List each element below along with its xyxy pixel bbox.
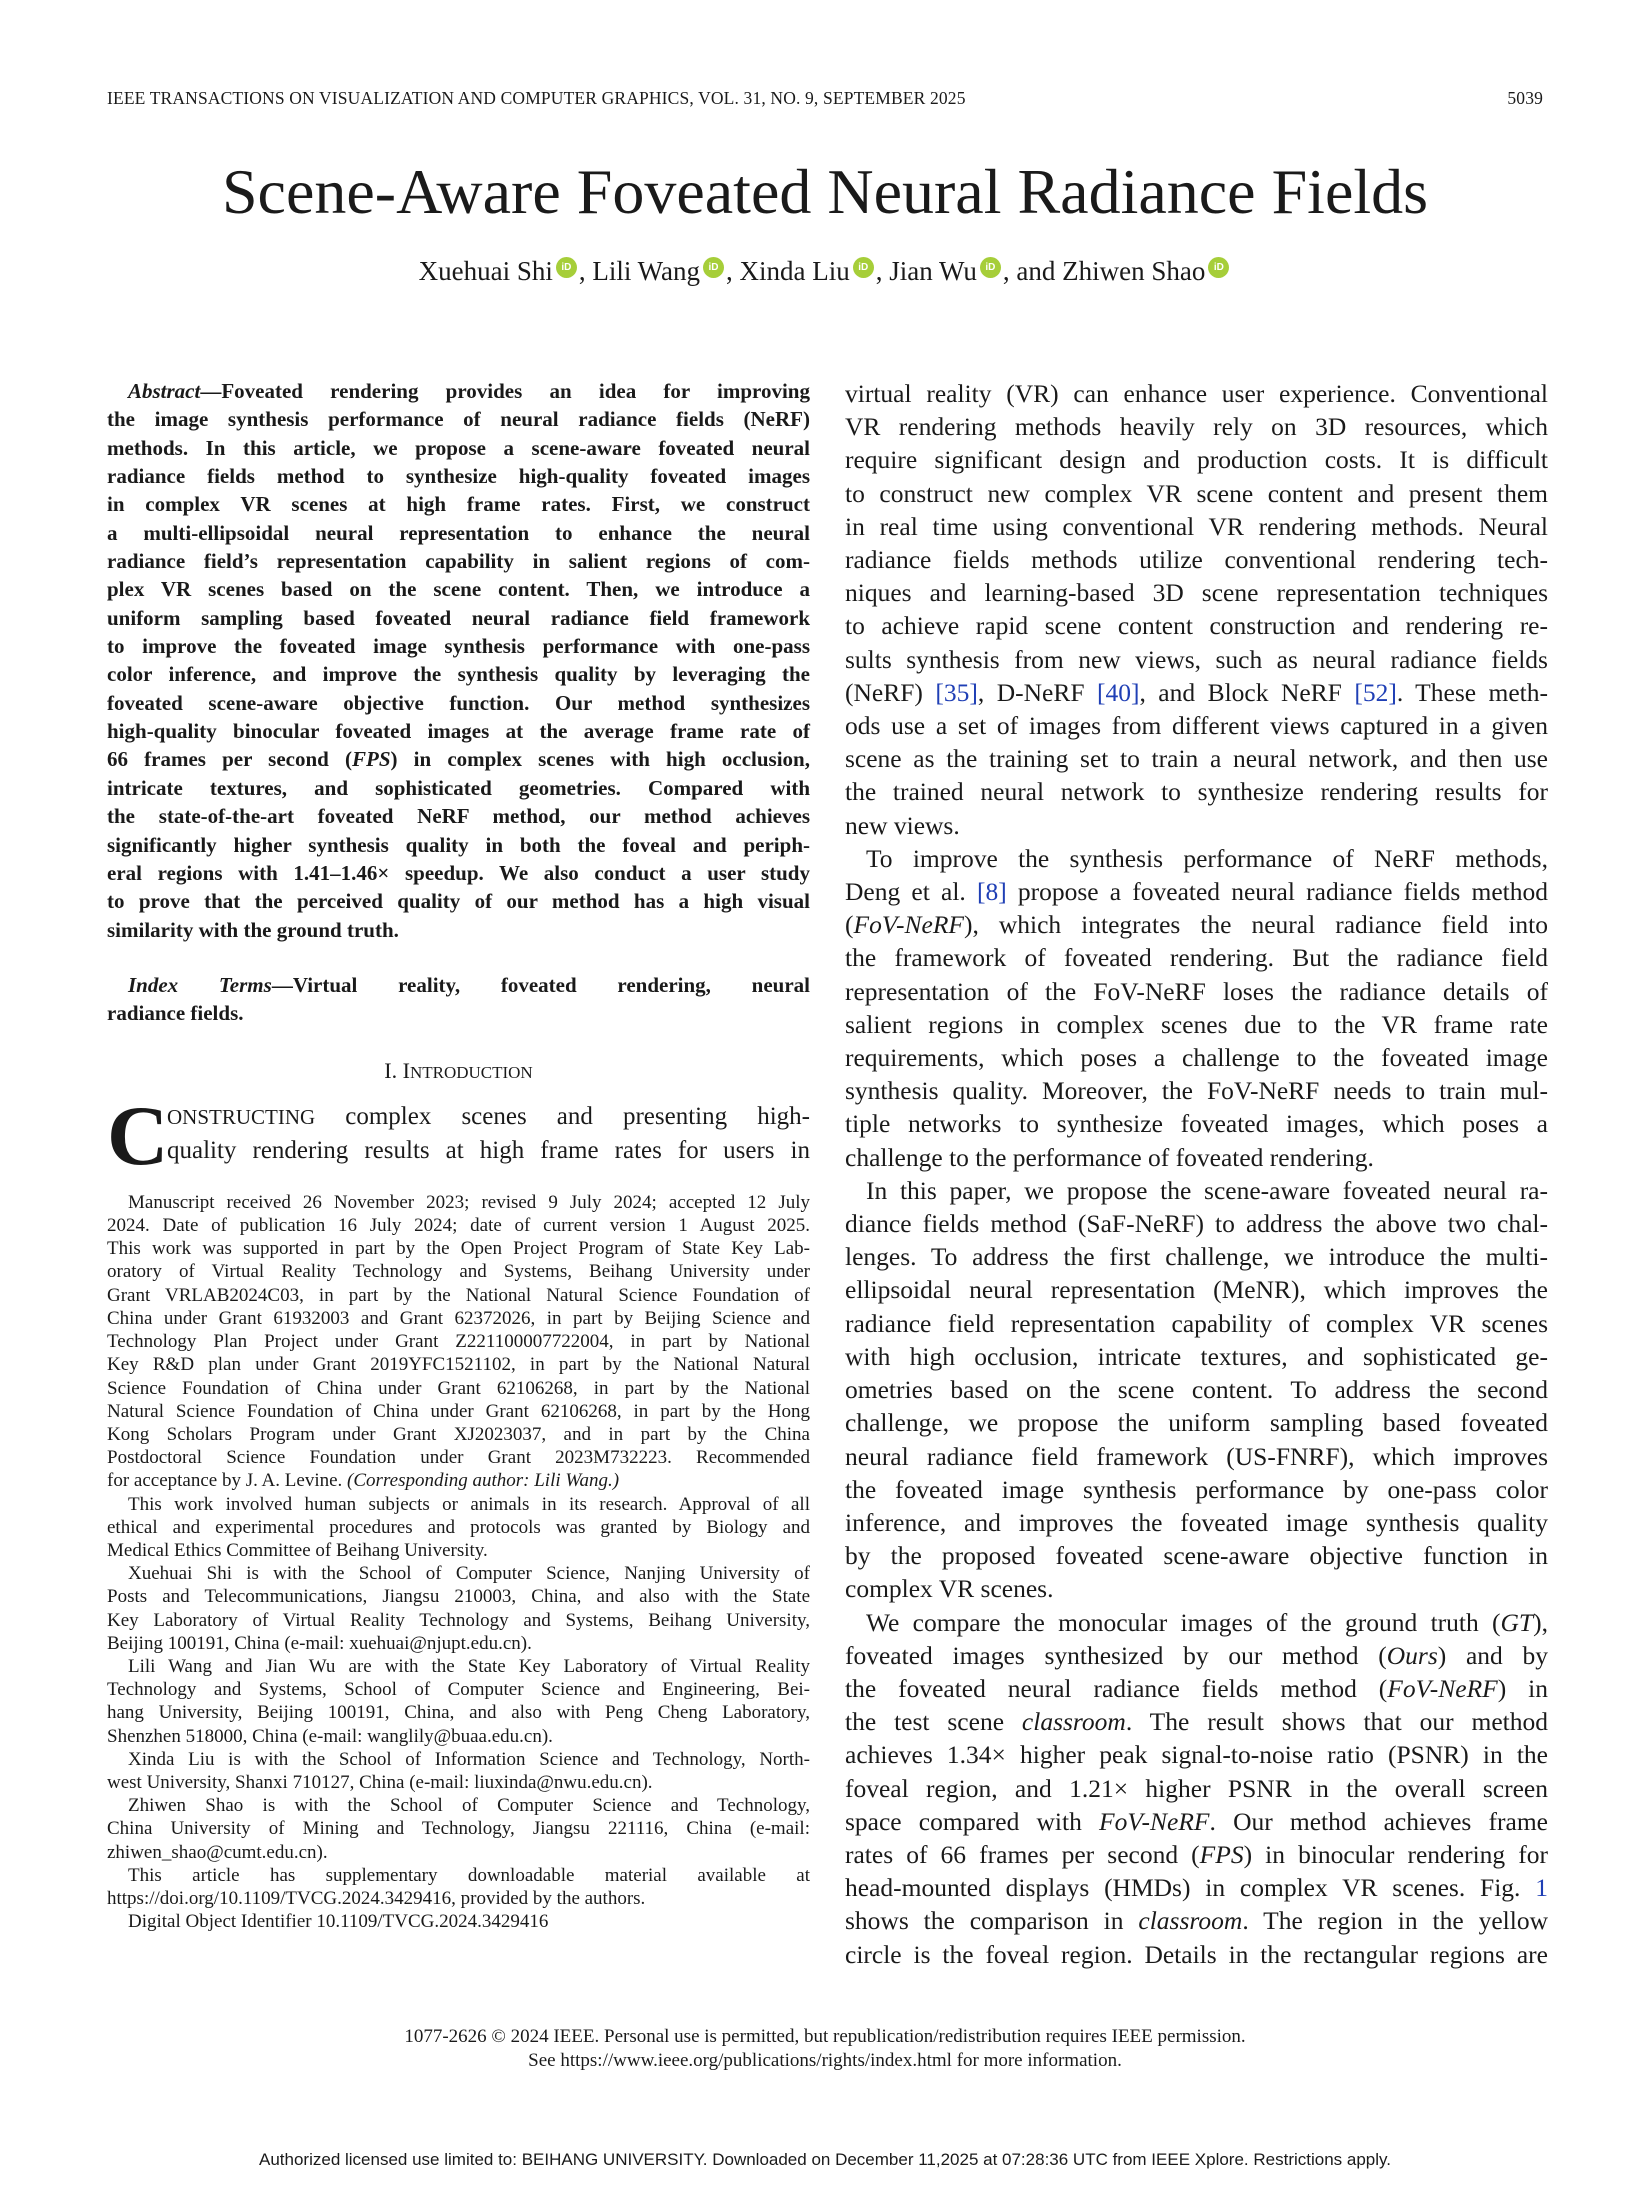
body-line: virtual reality (VR) can enhance user experience. Conventional [845, 379, 1548, 408]
body-line: synthesis quality. Moreover, the FoV-NeRF needs to train mul- [845, 1076, 1548, 1106]
footnote-line: Xinda Liu is with the School of Information Science and Technology, North- [128, 1748, 810, 1770]
body-line: requirements, which poses a challenge to the foveated image [845, 1043, 1548, 1073]
copyright-line-1: 1077-2626 © 2024 IEEE. Personal use is permitted, but republication/redistribution requires IEEE permission. [404, 2026, 1246, 2047]
body-line: to construct new complex VR scene content and present them [845, 478, 1548, 508]
footnote-line: 2024. Date of publication 16 July 2024; date of current version 1 August 2025. [107, 1215, 810, 1237]
footnote-line: Manuscript received 26 November 2023; revised 9 July 2024; accepted 12 July [128, 1191, 810, 1213]
author-name: Lili Wang [592, 256, 700, 286]
copyright-line-2: See https://www.ieee.org/publications/rights/index.html for more information. [528, 2050, 1122, 2071]
author-separator: , [725, 256, 740, 286]
body-text [845, 377, 1548, 1971]
body-line: shows the comparison in classroom. The region in the yellow [845, 1906, 1548, 1936]
footnote-line: China University of Mining and Technology, Jiangsu 221116, China (e-mail: [107, 1818, 810, 1840]
body-line: sults synthesis from new views, such as neural radiance fields [845, 644, 1548, 674]
abstract-line: to prove that the perceived quality of our method has a high visual [107, 889, 810, 914]
footnote-line: west University, Shanxi 710127, China (e-mail: liuxinda@nwu.edu.cn). [107, 1771, 653, 1793]
index-terms [107, 971, 810, 1027]
footnote-line: Posts and Telecommunications, Jiangsu 210003, China, and also with the State [107, 1586, 810, 1608]
body-line: salient regions in complex scenes due to the VR frame rate [845, 1009, 1548, 1039]
abstract-line: 66 frames per second (FPS) in complex scenes with high occlusion, [107, 747, 810, 772]
abstract-line: uniform sampling based foveated neural radiance field framework [107, 605, 810, 630]
author-name: Jian Wu [889, 256, 977, 286]
abstract-line: methods. In this article, we propose a scene-aware foveated neural [107, 435, 810, 460]
abstract-line: Abstract—Foveated rendering provides an idea for improving [107, 377, 810, 405]
footnote-line: Science Foundation of China under Grant 62106268, in part by the National [107, 1377, 810, 1399]
footnote-line: Key R&D plan under Grant 2019YFC1521102, in part by the National Natural [107, 1354, 810, 1376]
body-line: radiance fields methods utilize conventional rendering tech- [845, 545, 1548, 575]
abstract-line: high-quality binocular foveated images at the average frame rate of [107, 719, 810, 744]
body-line: representation of the FoV-NeRF loses the radiance details of [845, 976, 1548, 1006]
paragraph [845, 842, 1548, 1174]
footnote-line: Key Laboratory of Virtual Reality Technology and Systems, Beihang University, [107, 1609, 810, 1631]
footnote-line: oratory of Virtual Reality Technology and Systems, Beihang University under [107, 1261, 810, 1283]
body-line: ometries based on the scene content. To address the second [845, 1375, 1548, 1405]
abstract-line: the image synthesis performance of neural radiance fields (NeRF) [107, 407, 810, 432]
body-line: diance fields method (SaF-NeRF) to address the above two chal- [845, 1209, 1548, 1239]
body-line: scene as the training set to train a neural network, and then use [845, 744, 1548, 774]
footnote-line: zhiwen_shao@cumt.edu.cn). [107, 1841, 328, 1863]
footnote-line: ethical and experimental procedures and protocols was granted by Biology and [107, 1516, 810, 1538]
body-line: challenge to the performance of foveated rendering. [845, 1142, 1374, 1172]
footnote-line: for acceptance by J. A. Levine. (Corresponding author: Lili Wang.) [107, 1470, 620, 1492]
body-line: foveal region, and 1.21× higher PSNR in the overall screen [845, 1773, 1548, 1803]
footnote-line: Shenzhen 518000, China (e-mail: wanglily@buaa.edu.cn). [107, 1725, 553, 1747]
body-line: the framework of foveated rendering. But the radiance field [845, 943, 1548, 973]
footnote-line: Beijing 100191, China (e-mail: xuehuai@njupt.edu.cn). [107, 1632, 532, 1654]
body-line: In this paper, we propose the scene-aware foveated neural ra- [866, 1175, 1548, 1205]
running-header [107, 88, 1543, 109]
footnote-line: This work involved human subjects or animals in its research. Approval of all [128, 1493, 810, 1515]
footnote-line: Technology Plan Project under Grant Z221100007722004, in part by National [107, 1331, 810, 1353]
body-line: inference, and improves the foveated image synthesis quality [845, 1507, 1548, 1537]
abstract-line: radiance fields method to synthesize high-quality foveated images [107, 464, 810, 489]
body-line: challenge, we propose the uniform sampling based foveated [845, 1408, 1548, 1438]
footnote-line: Medical Ethics Committee of Beihang University. [107, 1539, 488, 1561]
author-name: Zhiwen Shao [1062, 256, 1206, 286]
body-line: achieves 1.34× higher peak signal-to-noise ratio (PSNR) in the [845, 1740, 1548, 1770]
author-separator: , [875, 256, 890, 286]
abstract-line: intricate textures, and sophisticated geometries. Compared with [107, 775, 810, 800]
footnote-line: Zhiwen Shao is with the School of Computer Science and Technology, [128, 1795, 810, 1817]
authorized-use-notice: Authorized licensed use limited to: BEIHANG UNIVERSITY. Downloaded on December 11,2025 at 07:28:36 UTC from IEEE Xplore. Restrictions apply. [259, 2150, 1391, 2169]
intro-line-2: quality rendering results at high frame rates for users in [167, 1136, 810, 1164]
abstract [107, 377, 810, 944]
body-line: tiple networks to synthesize foveated images, which poses a [845, 1109, 1548, 1139]
footnote-line: This work was supported in part by the Open Project Program of State Key Lab- [107, 1238, 810, 1260]
abstract-line: the state-of-the-art foveated NeRF method, our method achieves [107, 804, 810, 829]
body-line: the test scene classroom. The result shows that our method [845, 1707, 1548, 1737]
body-line: lenges. To address the first challenge, we introduce the multi- [845, 1242, 1548, 1272]
footnote-line: Natural Science Foundation of China under Grant 62106268, in part by the Hong [107, 1400, 810, 1422]
abstract-line: in complex VR scenes at high frame rates. First, we construct [107, 492, 810, 517]
body-line: complex VR scenes. [845, 1574, 1054, 1604]
abstract-line: foveated scene-aware objective function. Our method synthesizes [107, 690, 810, 715]
orcid-icon[interactable]: iD [556, 257, 577, 278]
abstract-line: to improve the foveated image synthesis performance with one-pass [107, 634, 810, 659]
body-line: the foveated neural radiance fields method (FoV-NeRF) in [845, 1673, 1548, 1703]
abstract-line: plex VR scenes based on the scene content. Then, we introduce a [107, 577, 810, 602]
body-line: Deng et al. [8] propose a foveated neural radiance fields method [845, 877, 1548, 907]
footnote-line: Digital Object Identifier 10.1109/TVCG.2024.3429416 [128, 1911, 549, 1933]
footnote-line: hang University, Beijing 100191, China, and also with Peng Cheng Laboratory, [107, 1702, 810, 1724]
abstract-line: radiance field’s representation capability in salient regions of com- [107, 549, 810, 574]
body-line: (FoV-NeRF), which integrates the neural radiance field into [845, 910, 1548, 940]
paper-title: Scene-Aware Foveated Neural Radiance Fields [221, 156, 1429, 227]
abstract-line: eral regions with 1.41–1.46× speedup. We also conduct a user study [107, 860, 810, 885]
body-line: in real time using conventional VR rendering methods. Neural [845, 511, 1548, 541]
index-terms-line: Index Terms—Virtual reality, foveated rendering, neural [107, 971, 810, 999]
orcid-icon[interactable]: iD [1208, 257, 1229, 278]
body-line: by the proposed foveated scene-aware objective function in [845, 1541, 1548, 1571]
right-column [845, 377, 1548, 1971]
author-separator: , and [1002, 256, 1063, 286]
body-line: require significant design and production costs. It is difficult [845, 445, 1548, 475]
section-first-letter: I [402, 1057, 410, 1083]
orcid-icon[interactable]: iD [853, 257, 874, 278]
body-line: We compare the monocular images of the ground truth (GT), [866, 1607, 1548, 1637]
body-line: to achieve rapid scene content construction and rendering re- [845, 611, 1548, 641]
footnote-line: Kong Scholars Program under Grant XJ2023037, and in part by the China [107, 1423, 810, 1445]
body-line: new views. [845, 810, 960, 840]
footnote-line: Technology and Systems, School of Computer Science and Engineering, Bei- [107, 1679, 810, 1701]
section-rest: NTRODUCTION [409, 1062, 533, 1082]
paragraph [845, 377, 1548, 842]
intro-line-1: ONSTRUCTING complex scenes and presenting high- [167, 1102, 810, 1130]
abstract-line: color inference, and improve the synthesis quality by leveraging the [107, 662, 810, 687]
body-line: niques and learning-based 3D scene representation techniques [845, 578, 1548, 608]
body-line: neural radiance field framework (US-FNRF), which improves [845, 1441, 1548, 1471]
body-line: space compared with FoV-NeRF. Our method achieves frame [845, 1806, 1548, 1836]
footnote-line: Grant VRLAB2024C03, in part by the National Natural Science Foundation of [107, 1284, 810, 1306]
body-line: head-mounted displays (HMDs) in complex VR scenes. Fig. 1 [845, 1873, 1548, 1903]
body-line: the trained neural network to synthesize rendering results for [845, 777, 1548, 807]
body-line: VR rendering methods heavily rely on 3D resources, which [845, 412, 1548, 442]
copyright-notice [0, 2025, 1650, 2073]
footnote-line: Lili Wang and Jian Wu are with the State Key Laboratory of Virtual Reality [128, 1655, 810, 1677]
paragraph [845, 1606, 1548, 1971]
author-separator: , [578, 256, 593, 286]
body-line: foveated images synthesized by our method (Ours) and by [845, 1640, 1549, 1670]
body-line: (NeRF) [35], D-NeRF [40], and Block NeRF [52]. These meth- [845, 677, 1549, 707]
body-line: circle is the foveal region. Details in the rectangular regions are [845, 1939, 1548, 1969]
left-column [107, 377, 810, 1933]
footnote-line: Postdoctoral Science Foundation under Grant 2023M732223. Recommended [107, 1447, 810, 1469]
body-line: ellipsoidal neural representation (MeNR), which improves the [845, 1275, 1548, 1305]
footnote-line: Xuehuai Shi is with the School of Computer Science, Nanjing University of [128, 1563, 810, 1585]
intro-opening [107, 1088, 810, 1183]
orcid-icon[interactable]: iD [980, 257, 1001, 278]
body-line: radiance field representation capability of complex VR scenes [845, 1308, 1548, 1338]
footnote-line: This article has supplementary downloadable material available at [128, 1864, 810, 1886]
footnote-line: https://doi.org/10.1109/TVCG.2024.3429416, provided by the authors. [107, 1887, 646, 1909]
index-terms-label: Index Terms [128, 972, 272, 997]
paragraph [845, 1174, 1548, 1606]
body-line: rates of 66 frames per second (FPS) in binocular rendering for [845, 1839, 1549, 1869]
body-line: To improve the synthesis performance of NeRF methods, [866, 843, 1548, 873]
body-line: with high occlusion, intricate textures, and sophisticated ge- [845, 1341, 1548, 1371]
orcid-icon[interactable]: iD [703, 257, 724, 278]
abstract-line: significantly higher synthesis quality in both the foveal and periph- [107, 832, 810, 857]
footnote-line: China under Grant 61932003 and Grant 62372026, in part by Beijing Science and [107, 1307, 810, 1329]
footnotes [107, 1191, 810, 1934]
author-name: Xinda Liu [739, 256, 850, 286]
journal-name: IEEE TRANSACTIONS ON VISUALIZATION AND COMPUTER GRAPHICS, VOL. 31, NO. 9, SEPTEMBER 2025 [107, 88, 966, 108]
section-numeral: I. [384, 1057, 398, 1083]
section-heading [107, 1058, 810, 1088]
drop-cap: C [107, 1088, 169, 1183]
index-terms-line: radiance fields. [107, 1000, 244, 1025]
body-line: ods use a set of images from different views captured in a given [845, 711, 1548, 741]
author-name: Xuehuai Shi [418, 256, 553, 286]
abstract-label: Abstract [128, 379, 201, 403]
abstract-line: a multi-ellipsoidal neural representation to enhance the neural [107, 520, 810, 545]
author-list [0, 256, 1650, 287]
page-number: 5039 [1507, 88, 1543, 108]
body-line: the foveated image synthesis performance by one-pass color [845, 1474, 1548, 1504]
abstract-line: similarity with the ground truth. [107, 917, 399, 942]
